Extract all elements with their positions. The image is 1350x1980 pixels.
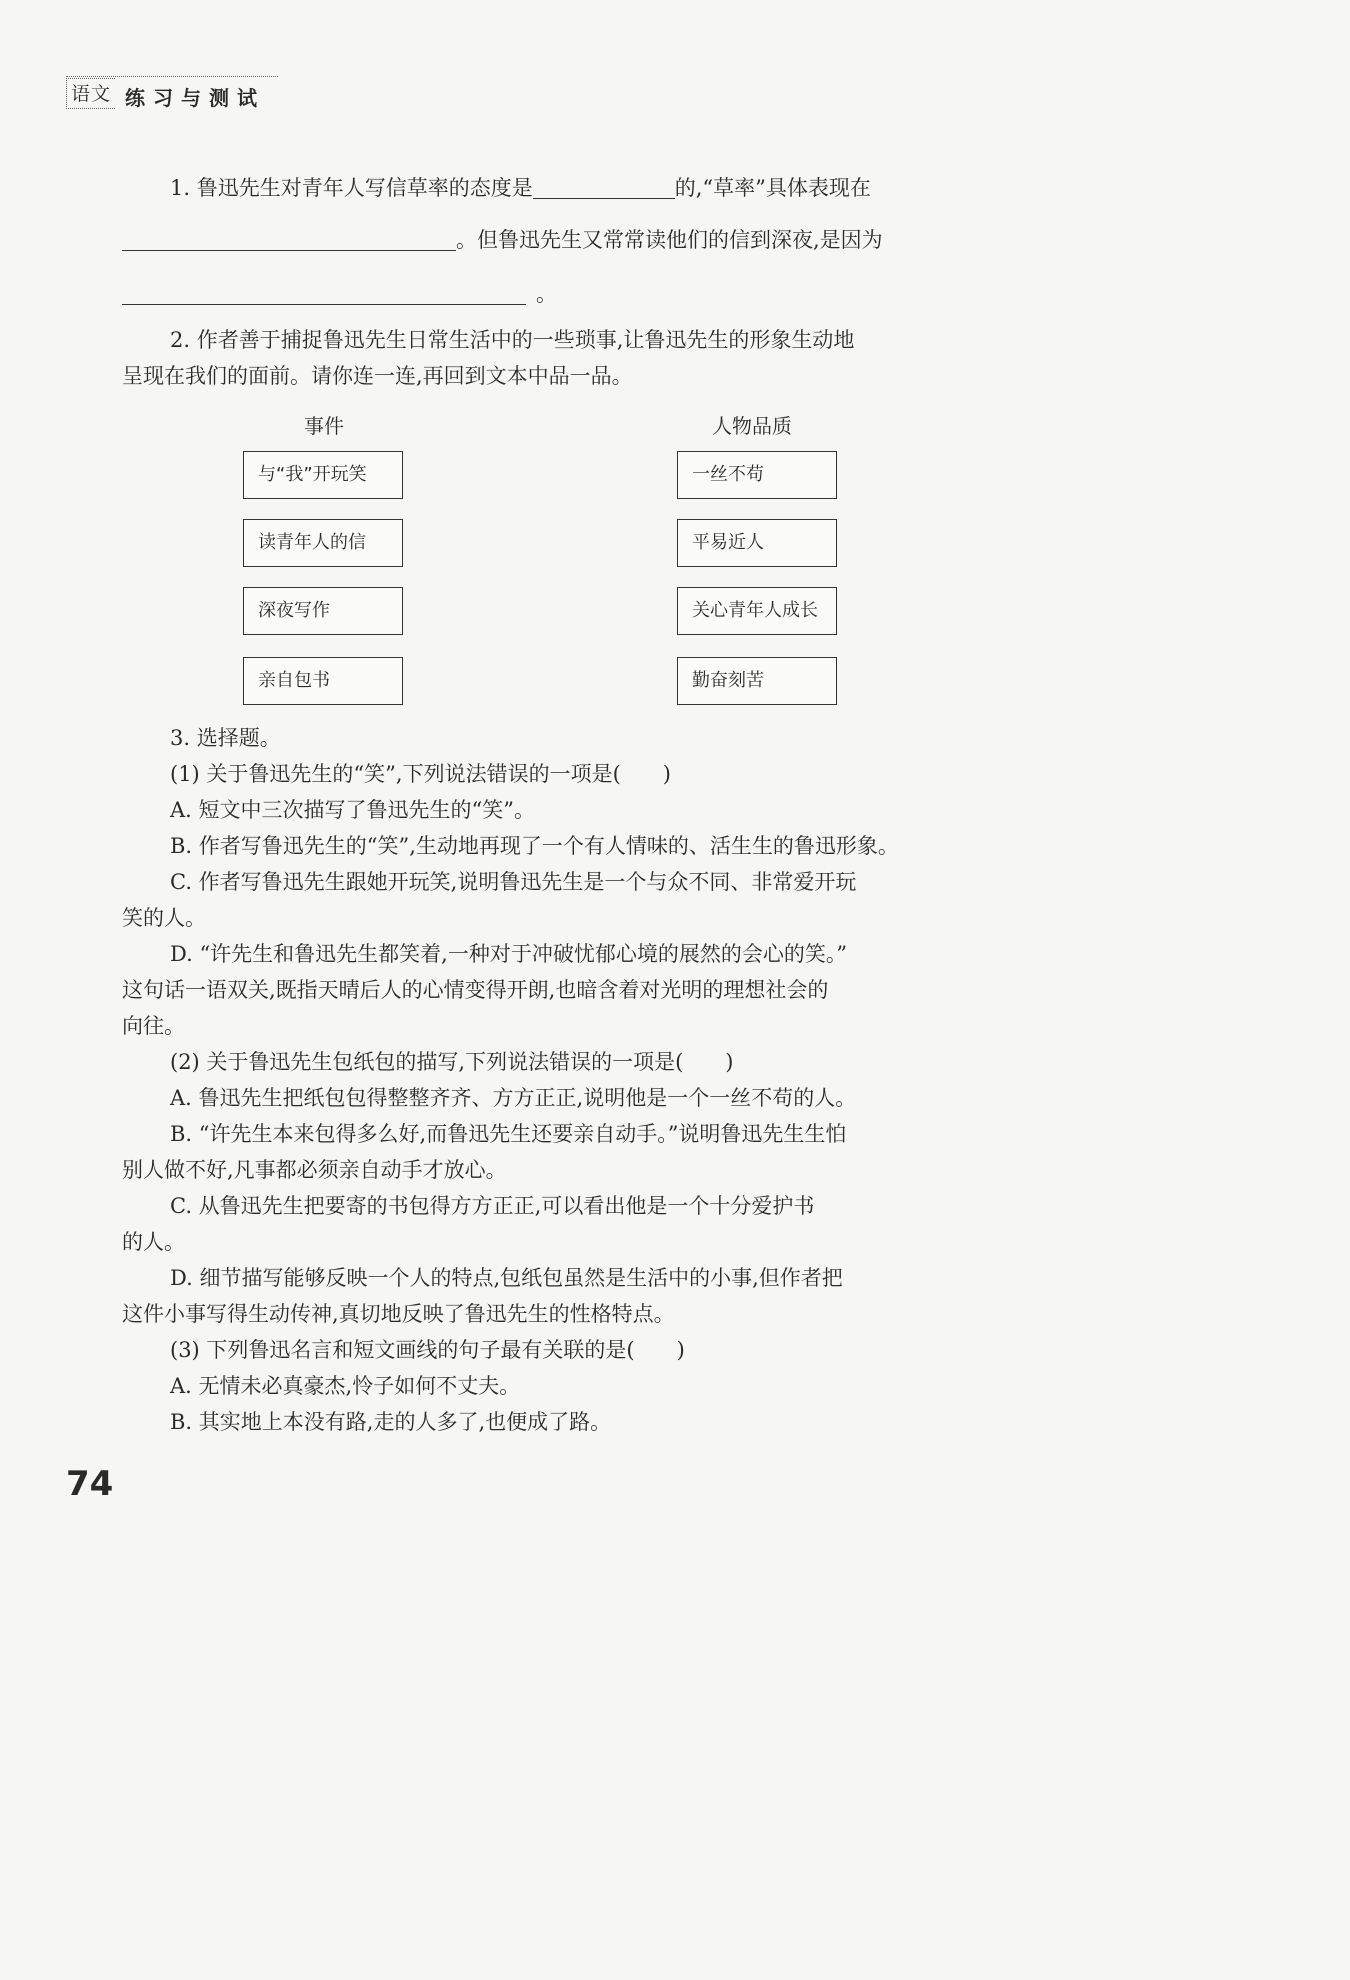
q3-sub1-option-a: A. 短文中三次描写了鲁迅先生的“笑”。: [170, 798, 535, 822]
q1-text-a: 1. 鲁迅先生对青年人写信草率的态度是: [170, 176, 533, 200]
quality-box[interactable]: 平易近人: [677, 519, 837, 567]
q3-sub2-option-c-cont: 的人。: [122, 1230, 185, 1254]
q3-sub3-option-a: A. 无情未必真豪杰,怜子如何不丈夫。: [170, 1374, 521, 1398]
q2-line2: 呈现在我们的面前。请你连一连,再回到文本中品一品。: [122, 364, 633, 388]
q3-sub1-stem: (1) 关于鲁迅先生的“笑”,下列说法错误的一项是( ): [170, 762, 671, 786]
q1-blank-3[interactable]: [122, 282, 526, 305]
q1-blank-2[interactable]: [122, 228, 456, 251]
q2-line1: 2. 作者善于捕捉鲁迅先生日常生活中的一些琐事,让鲁迅先生的形象生动地: [170, 328, 855, 352]
subject-label: 语文: [66, 78, 115, 109]
q3-sub1-option-d: D. “许先生和鲁迅先生都笑着,一种对于冲破忧郁心境的展然的会心的笑。”: [170, 942, 848, 966]
q1-line3: [122, 278, 965, 308]
q1-text-d: 。: [536, 282, 557, 306]
q3-sub1-option-d-cont2: 向往。: [122, 1014, 185, 1038]
q1-blank-1[interactable]: [533, 176, 675, 199]
q1-text-b: 的,“草率”具体表现在: [674, 176, 871, 200]
q3-sub1-option-c: C. 作者写鲁迅先生跟她开玩笑,说明鲁迅先生是一个与众不同、非常爱开玩: [170, 870, 857, 894]
q3-sub2-stem: (2) 关于鲁迅先生包纸包的描写,下列说法错误的一项是( ): [170, 1050, 734, 1074]
q3-sub3-stem: (3) 下列鲁迅名言和短文画线的句子最有关联的是( ): [170, 1338, 685, 1362]
events-column-header: 事件: [304, 414, 344, 438]
q3-sub2-option-b: B. “许先生本来包得多么好,而鲁迅先生还要亲自动手。”说明鲁迅先生生怕: [170, 1122, 847, 1146]
q1-line2: [122, 224, 965, 254]
quality-box[interactable]: 一丝不苟: [677, 451, 837, 499]
qualities-column-header: 人物品质: [712, 414, 792, 438]
q1-text-c: 。但鲁迅先生又常常读他们的信到深夜,是因为: [456, 228, 883, 252]
q3-sub2-option-c: C. 从鲁迅先生把要寄的书包得方方正正,可以看出他是一个十分爱护书: [170, 1194, 815, 1218]
q3-sub2-option-d-cont: 这件小事写得生动传神,真切地反映了鲁迅先生的性格特点。: [122, 1302, 675, 1326]
quality-box[interactable]: 勤奋刻苦: [677, 657, 837, 705]
page-header: [66, 76, 265, 110]
q3-sub1-option-c-cont: 笑的人。: [122, 906, 206, 930]
quality-box[interactable]: 关心青年人成长: [677, 587, 837, 635]
q3-sub1-option-b: B. 作者写鲁迅先生的“笑”,生动地再现了一个有人情味的、活生生的鲁迅形象。: [170, 834, 899, 858]
q3-sub3-option-b: B. 其实地上本没有路,走的人多了,也便成了路。: [170, 1410, 612, 1434]
event-box[interactable]: 深夜写作: [243, 587, 403, 635]
q3-sub2-option-d: D. 细节描写能够反映一个人的特点,包纸包虽然是生活中的小事,但作者把: [170, 1266, 843, 1290]
q3-title: 3. 选择题。: [170, 726, 281, 750]
q1-line1: [122, 172, 1013, 202]
event-box[interactable]: 读青年人的信: [243, 519, 403, 567]
q3-sub2-option-a: A. 鲁迅先生把纸包包得整整齐齐、方方正正,说明他是一个一丝不苟的人。: [170, 1086, 857, 1110]
event-box[interactable]: 亲自包书: [243, 657, 403, 705]
header-dotted-rule: [66, 76, 278, 77]
event-box[interactable]: 与“我”开玩笑: [243, 451, 403, 499]
book-title: 练习与测试: [125, 85, 266, 110]
q3-sub2-option-b-cont: 别人做不好,凡事都必须亲自动手才放心。: [122, 1158, 507, 1182]
page-number: 74: [66, 1464, 114, 1504]
q3-sub1-option-d-cont: 这句话一语双关,既指天晴后人的心情变得开朗,也暗含着对光明的理想社会的: [122, 978, 829, 1002]
